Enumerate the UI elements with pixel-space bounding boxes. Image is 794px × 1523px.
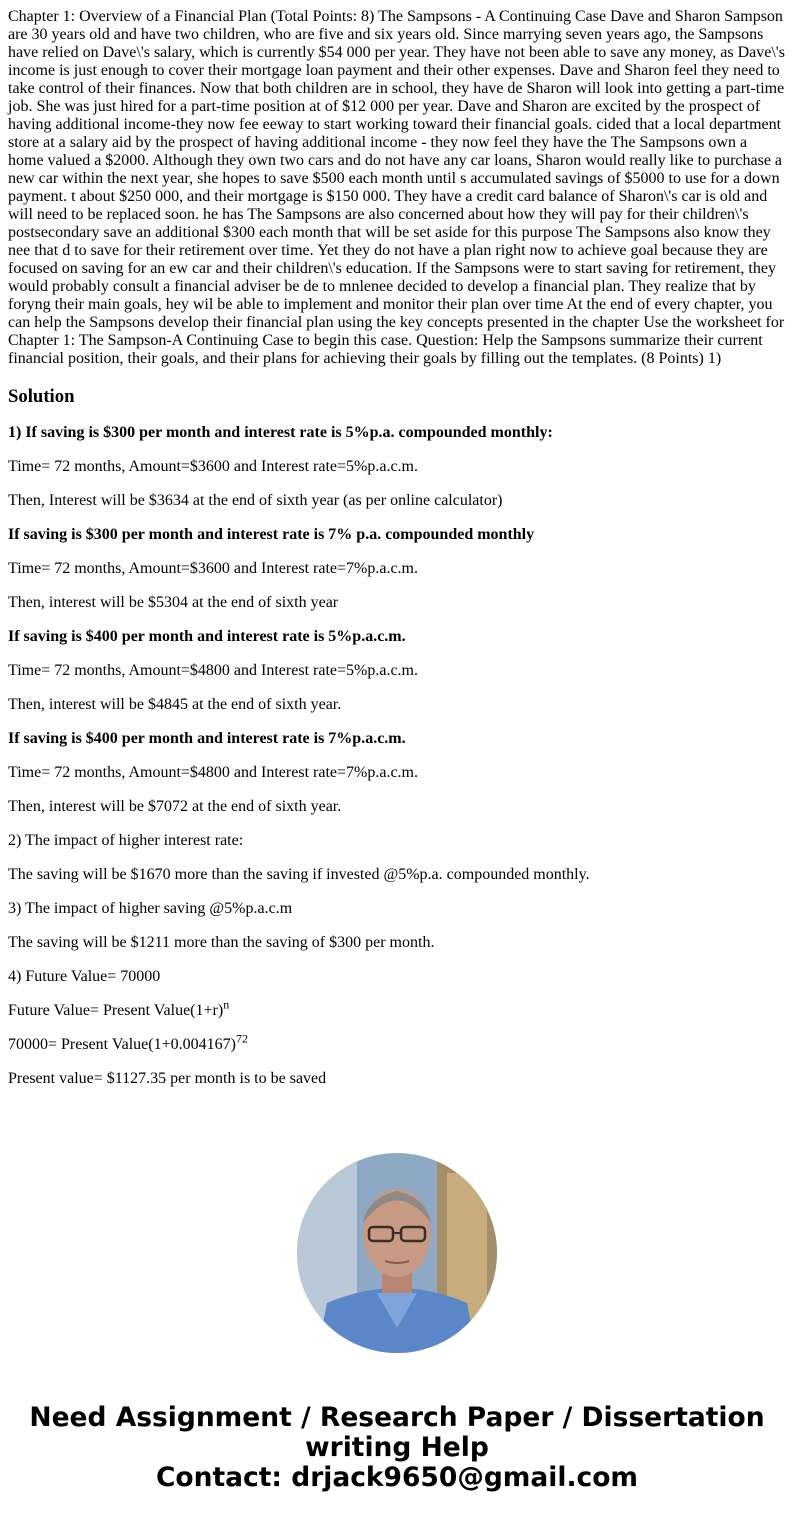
solution-line: 1) If saving is $300 per month and interest rate is 5%p.a. compounded monthly: <box>8 424 553 441</box>
solution-line: 3) The impact of higher saving @5%p.a.c.m <box>8 900 293 917</box>
solution-line: Then, interest will be $4845 at the end of sixth year. <box>8 696 342 713</box>
author-portrait-image <box>297 1153 497 1353</box>
solution-line: If saving is $400 per month and interest rate is 5%p.a.c.m. <box>8 628 406 645</box>
solution-line: Then, Interest will be $3634 at the end of sixth year (as per online calculator) <box>8 492 503 509</box>
footer-line-1: Need Assignment / Research Paper / Dissertation <box>29 1402 765 1433</box>
footer-contact-email: Contact: drjack9650@gmail.com <box>155 1462 639 1493</box>
formula-line-1 <box>8 997 786 1020</box>
formula-2-text: 70000= Present Value(1+0.004167) <box>8 1036 236 1053</box>
promo-footer <box>0 1403 794 1493</box>
formula-1-text: Future Value= Present Value(1+r) <box>8 1002 224 1019</box>
solution-line: If saving is $400 per month and interest rate is 7%p.a.c.m. <box>8 730 406 747</box>
footer-line-2: writing Help <box>305 1432 489 1463</box>
solution-line: Time= 72 months, Amount=$4800 and Interest rate=7%p.a.c.m. <box>8 764 418 781</box>
question-text: Chapter 1: Overview of a Financial Plan (Total Points: 8) The Sampsons - A Continuing Case Dave and Sharon Sampson are 30 years old and have two children, who are five and six years old. Since marrying seven years ago, the Sampsons have relied on Dave\'s salary, which is currently $54 000 per year. They have not been able to save any money, as Dave\'s income is just enough to cover their mortgage loan payment and their other expenses. Dave and Sharon feel they need to take control of their finances. Now that both children are in school, they have de Sharon will look into getting a part-time job. She was just hired for a part-time position at of $12 000 per year. Dave and Sharon are excited by the prospect of having additional income-they now fee eeway to start working toward their financial goals. cided that a local department store at a salary aid by the prospect of having additional income - they now feel they have the The Sampsons own a home valued a $2000. Although they own two cars and do not have any car loans, Sharon would really like to purchase a new car within the next year, she hopes to save $500 each month until s accumulated savings of $5000 to use for a down payment. t about $250 000, and their mortgage is $150 000. They have a credit card balance of Sharon\'s car is old and will need to be replaced soon. he has The Sampsons are also concerned about how they will pay for their children\'s postsecondary save an additional $300 each month that will be set aside for this purpose The Sampsons also know they nee that d to save for their retirement over time. Yet they do not have a plan right now to achieve goal because they are focused on saving for an ew car and their children\'s education. If the Sampsons were to start saving for retirement, they would probably consult a financial adviser be de to mnlenee decided to develop a financial plan. They realize that by foryng their main goals, hey wil be able to implement and monitor their plan over time At the end of every chapter, you can help the Sampsons develop their financial plan using the key concepts presented in the chapter Use the worksheet for Chapter 1: The Sampson-A Continuing Case to begin this case. Question: Help the Sampsons summarize their current financial position, their goals, and their plans for achieving their goals by filling out the templates. (8 Points) 1) <box>8 8 785 367</box>
solution-lines <box>8 424 786 986</box>
solution-line: Time= 72 months, Amount=$3600 and Interest rate=5%p.a.c.m. <box>8 458 418 475</box>
solution-line: Time= 72 months, Amount=$4800 and Interest rate=5%p.a.c.m. <box>8 662 418 679</box>
formula-1-exponent: n <box>223 997 230 1012</box>
solution-line: The saving will be $1670 more than the saving if invested @5%p.a. compounded monthly. <box>8 866 590 883</box>
solution-line: Time= 72 months, Amount=$3600 and Interest rate=7%p.a.c.m. <box>8 560 418 577</box>
formula-line-2 <box>8 1031 786 1054</box>
result-line: Present value= $1127.35 per month is to be saved <box>8 1070 327 1087</box>
solution-line: Then, interest will be $5304 at the end of sixth year <box>8 594 339 611</box>
solution-line: 4) Future Value= 70000 <box>8 968 161 985</box>
solution-line: If saving is $300 per month and interest rate is 7% p.a. compounded monthly <box>8 526 535 543</box>
solution-heading: Solution <box>8 386 75 407</box>
solution-line: The saving will be $1211 more than the saving of $300 per month. <box>8 934 435 951</box>
solution-line: 2) The impact of higher interest rate: <box>8 832 244 849</box>
author-avatar <box>297 1153 497 1353</box>
formula-2-exponent: 72 <box>235 1031 248 1046</box>
solution-line: Then, interest will be $7072 at the end of sixth year. <box>8 798 342 815</box>
